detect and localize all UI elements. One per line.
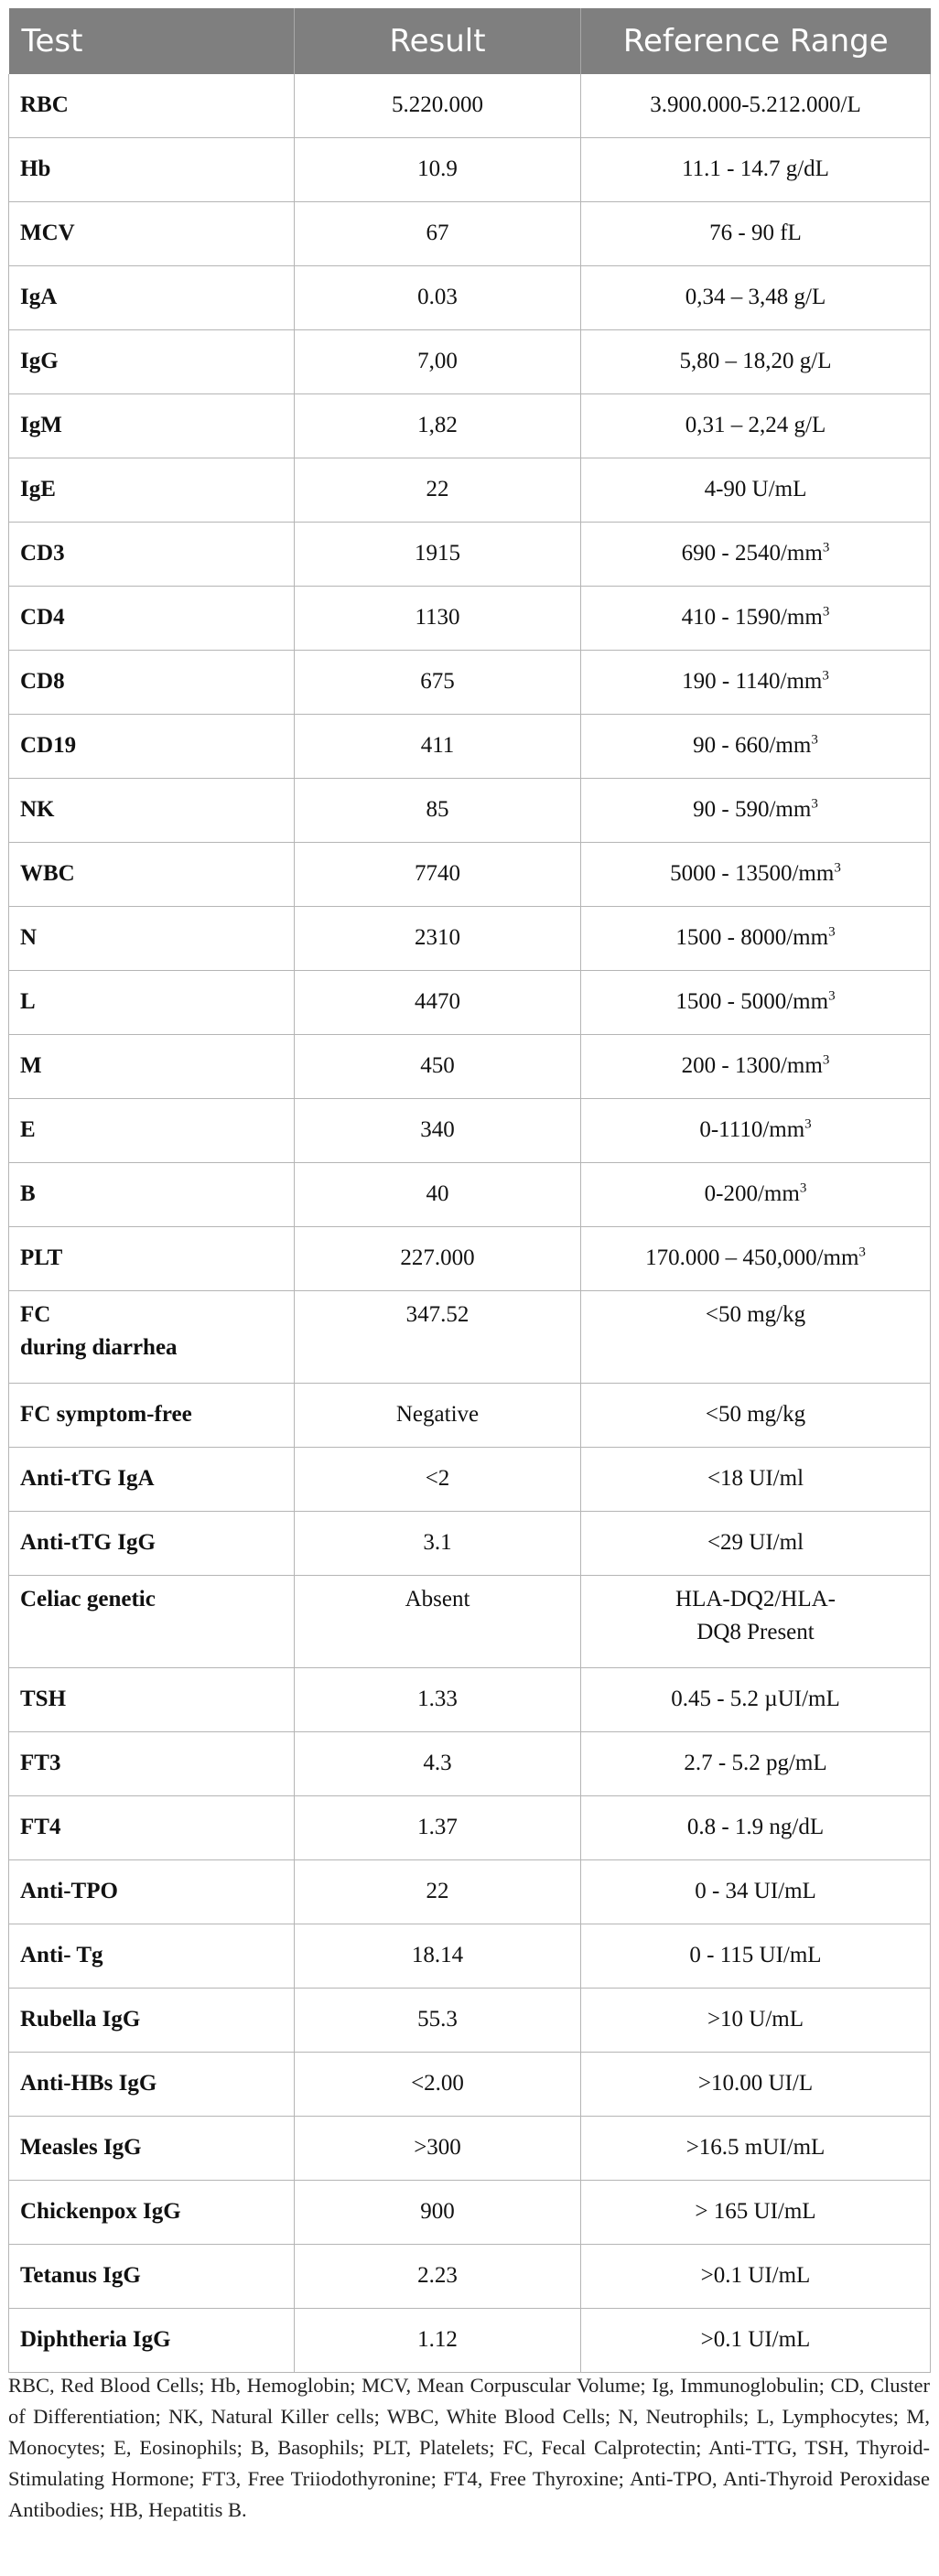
table-row [9,138,931,202]
table-row [9,1291,931,1384]
unit-superscript: 3 [828,989,836,1005]
test-name-cell [9,1668,295,1732]
result-value: 1,82 [295,394,581,458]
reference-range-cell [581,458,931,523]
reference-range: 0 - 34 UI/mL [695,1879,816,1904]
result-value: 7740 [295,843,581,907]
result-value: 1.33 [295,1668,581,1732]
test-name: Anti- Tg [20,1943,103,1968]
reference-range-cell [581,715,931,779]
reference-range-cell [581,651,931,715]
unit-superscript: 3 [822,605,830,620]
reference-range-cell [581,2309,931,2373]
reference-range: 76 - 90 fL [709,221,802,246]
test-name-cell [9,1732,295,1796]
test-name: E [20,1117,36,1143]
reference-range-cell [581,1099,931,1163]
test-name: CD3 [20,541,65,566]
lab-results-table [8,8,931,2373]
reference-range-cell [581,2117,931,2181]
test-name: N [20,925,38,951]
result-value: 450 [295,1035,581,1099]
table-row [9,907,931,971]
result-value: 1130 [295,587,581,651]
test-name-cell [9,1576,295,1668]
test-name: Rubella IgG [20,2007,141,2032]
result-value: 10.9 [295,138,581,202]
test-name-cell [9,1860,295,1924]
test-name: Chickenpox IgG [20,2199,181,2225]
table-row [9,651,931,715]
result-value: 340 [295,1099,581,1163]
test-name: Diphtheria IgG [20,2327,171,2353]
test-name-cell [9,1384,295,1448]
result-value: 2310 [295,907,581,971]
table-row [9,1448,931,1512]
test-name-cell [9,74,295,138]
test-name-cell [9,458,295,523]
test-name-cell [9,266,295,330]
unit-superscript: 3 [822,1053,830,1069]
header-row [9,8,931,74]
result-value: <2 [295,1448,581,1512]
test-name-cell [9,523,295,587]
reference-range: 1500 - 5000/mm [675,989,829,1015]
test-name-cell [9,1512,295,1576]
table-row [9,458,931,523]
unit-superscript: 3 [811,797,818,813]
reference-range: 0-200/mm [704,1181,800,1207]
lab-results-table-container [8,8,930,2373]
reference-range: 0-1110/mm [699,1117,805,1143]
result-value: 3.1 [295,1512,581,1576]
table-row [9,2245,931,2309]
test-name-cell [9,1227,295,1291]
result-value: 1.12 [295,2309,581,2373]
test-name-line2: during diarrhea [20,1335,178,1361]
result-value: 900 [295,2181,581,2245]
result-value: 22 [295,458,581,523]
test-name: FT4 [20,1815,61,1840]
test-name: FC symptom-free [20,1402,192,1428]
reference-range-cell [581,1163,931,1227]
reference-range-cell [581,1668,931,1732]
reference-range-cell [581,1924,931,1989]
test-name-cell [9,2181,295,2245]
table-row [9,1668,931,1732]
test-name: PLT [20,1245,63,1271]
test-name-cell [9,1291,295,1384]
table-row [9,330,931,394]
result-value: 18.14 [295,1924,581,1989]
result-value: 7,00 [295,330,581,394]
test-name-cell [9,394,295,458]
result-value: 675 [295,651,581,715]
reference-range: 0.45 - 5.2 µUI/mL [671,1687,840,1712]
test-name-cell [9,2245,295,2309]
test-name-cell [9,779,295,843]
result-value: 4470 [295,971,581,1035]
reference-range: <50 mg/kg [705,1302,806,1327]
result-value: 0.03 [295,266,581,330]
reference-range: <29 UI/ml [707,1530,804,1556]
test-name-cell [9,843,295,907]
reference-range-cell [581,138,931,202]
header-test: Test [9,8,295,74]
test-name-cell [9,651,295,715]
result-value: 40 [295,1163,581,1227]
reference-range-cell [581,1512,931,1576]
result-value: 5.220.000 [295,74,581,138]
table-header [9,8,931,74]
test-name-cell [9,1448,295,1512]
reference-range: 0,31 – 2,24 g/L [685,413,826,438]
table-row [9,1035,931,1099]
table-row [9,1796,931,1860]
test-name: Hb [20,156,51,182]
reference-range-cell [581,1989,931,2053]
header-result: Result [295,8,581,74]
table-row [9,74,931,138]
test-name: NK [20,797,55,823]
unit-superscript: 3 [811,733,818,749]
reference-range: <50 mg/kg [705,1402,806,1428]
test-name: IgE [20,477,56,502]
test-name: FT3 [20,1751,61,1776]
result-value: 55.3 [295,1989,581,2053]
table-row [9,971,931,1035]
test-name-cell [9,971,295,1035]
reference-range: >0.1 UI/mL [700,2263,811,2289]
reference-range: 5000 - 13500/mm [670,861,835,887]
reference-range-cell [581,587,931,651]
table-row [9,266,931,330]
reference-range: HLA-DQ2/HLA- [675,1587,836,1611]
reference-range: 5,80 – 18,20 g/L [679,349,832,374]
reference-range: 0,34 – 3,48 g/L [685,285,826,310]
reference-range-cell [581,1227,931,1291]
test-name: Celiac genetic [20,1587,156,1611]
reference-range: 200 - 1300/mm [681,1053,823,1079]
table-row [9,1924,931,1989]
result-value: Negative [295,1384,581,1448]
reference-range-cell [581,971,931,1035]
reference-range-cell [581,843,931,907]
reference-range-cell [581,1384,931,1448]
reference-range-cell [581,202,931,266]
test-name: Measles IgG [20,2135,142,2161]
table-row [9,715,931,779]
test-name: Tetanus IgG [20,2263,141,2289]
reference-range: 1500 - 8000/mm [675,925,829,951]
table-row [9,2117,931,2181]
test-name: IgM [20,413,62,438]
test-name-cell [9,1099,295,1163]
test-name-cell [9,330,295,394]
test-name: CD19 [20,733,77,759]
reference-range-cell [581,1860,931,1924]
reference-range: 0 - 115 UI/mL [689,1943,822,1968]
result-value: 67 [295,202,581,266]
table-row [9,1384,931,1448]
reference-range: 190 - 1140/mm [682,669,823,695]
test-name-cell [9,1163,295,1227]
table-row [9,1576,931,1668]
reference-range-cell [581,2053,931,2117]
table-row [9,587,931,651]
result-value: >300 [295,2117,581,2181]
result-value: Absent [295,1576,581,1668]
test-name-cell [9,587,295,651]
test-name: MCV [20,221,75,246]
reference-range-cell [581,2181,931,2245]
reference-range-cell [581,1448,931,1512]
reference-range: <18 UI/ml [707,1466,804,1492]
test-name-cell [9,1989,295,2053]
table-row [9,2309,931,2373]
reference-range-cell [581,1732,931,1796]
result-value: 4.3 [295,1732,581,1796]
test-name-cell [9,1924,295,1989]
reference-range: 170.000 – 450,000/mm [645,1245,859,1271]
table-row [9,2181,931,2245]
reference-range-cell [581,330,931,394]
reference-range: 90 - 590/mm [693,797,812,823]
test-name-cell [9,2053,295,2117]
table-row [9,2053,931,2117]
test-name: TSH [20,1687,67,1712]
reference-range: 0.8 - 1.9 ng/dL [686,1815,825,1840]
test-name: CD8 [20,669,65,695]
reference-range-cell [581,907,931,971]
test-name: Anti-tTG IgA [20,1466,155,1492]
header-reference-range: Reference Range [581,8,931,74]
table-row [9,1732,931,1796]
result-value: 1.37 [295,1796,581,1860]
reference-range: >10 U/mL [707,2007,804,2032]
reference-range-cell [581,1291,931,1384]
reference-range-cell [581,2245,931,2309]
reference-range-line2: DQ8 Present [696,1620,815,1645]
test-name-cell [9,1035,295,1099]
table-row [9,1512,931,1576]
unit-superscript: 3 [822,669,829,684]
test-name-cell [9,2309,295,2373]
table-row [9,1860,931,1924]
test-name: WBC [20,861,75,887]
result-value: 22 [295,1860,581,1924]
table-row [9,1099,931,1163]
test-name-cell [9,907,295,971]
reference-range: > 165 UI/mL [695,2199,816,2225]
reference-range: 3.900.000-5.212.000/L [650,92,861,118]
reference-range: 90 - 660/mm [693,733,812,759]
table-row [9,202,931,266]
test-name: CD4 [20,605,65,631]
reference-range-cell [581,74,931,138]
reference-range-cell [581,1035,931,1099]
unit-superscript: 3 [822,541,830,556]
reference-range: 4-90 U/mL [704,477,807,502]
result-value: <2.00 [295,2053,581,2117]
reference-range: >10.00 UI/L [697,2071,814,2096]
reference-range: 690 - 2540/mm [681,541,823,566]
test-name: B [20,1181,36,1207]
reference-range-cell [581,1576,931,1668]
unit-superscript: 3 [828,925,836,941]
result-value: 227.000 [295,1227,581,1291]
reference-range-cell [581,266,931,330]
test-name-cell [9,715,295,779]
table-row [9,843,931,907]
table-row [9,1163,931,1227]
reference-range: >16.5 mUI/mL [685,2135,826,2161]
reference-range: >0.1 UI/mL [700,2327,811,2353]
table-row [9,394,931,458]
test-name: RBC [20,92,69,118]
test-name-cell [9,2117,295,2181]
unit-superscript: 3 [804,1117,812,1133]
test-name: IgG [20,349,59,374]
reference-range: 2.7 - 5.2 pg/mL [684,1751,827,1776]
test-name: Anti-HBs IgG [20,2071,157,2096]
result-value: 347.52 [295,1291,581,1384]
unit-superscript: 3 [799,1181,807,1197]
test-name: FC [20,1302,51,1327]
reference-range-cell [581,523,931,587]
table-row [9,1227,931,1291]
table-row [9,1989,931,2053]
test-name-cell [9,202,295,266]
reference-range-cell [581,394,931,458]
test-name: Anti-tTG IgG [20,1530,156,1556]
test-name: Anti-TPO [20,1879,118,1904]
result-value: 2.23 [295,2245,581,2309]
reference-range-cell [581,779,931,843]
test-name: L [20,989,36,1015]
result-value: 1915 [295,523,581,587]
result-value: 411 [295,715,581,779]
reference-range-cell [581,1796,931,1860]
reference-range: 11.1 - 14.7 g/dL [682,156,829,182]
table-row [9,523,931,587]
unit-superscript: 3 [858,1245,866,1261]
unit-superscript: 3 [834,861,841,877]
table-footnote: RBC, Red Blood Cells; Hb, Hemoglobin; MCV, Mean Corpuscular Volume; Ig, Immunoglobulin; CD, Cluster of Differentiation; NK, Natural Killer cells; WBC, White Blood Cells; N, Neutrophils; L, Lymphocytes; M, Monocytes; E, Eosinophils; B, Basophils; PLT, Platelets; FC, Fecal Calprotectin; Anti-TTG, TSH, Thyroid-Stimulating Hormone; FT3, Free Triiodothyronine; FT4, Free Thyroxine; Anti-TPO, Anti-Thyroid Peroxidase Antibodies; HB, Hepatitis B. [8,2374,930,2521]
test-name-cell [9,1796,295,1860]
table-row [9,779,931,843]
result-value: 85 [295,779,581,843]
reference-range: 410 - 1590/mm [681,605,823,631]
test-name: IgA [20,285,58,310]
test-name-cell [9,138,295,202]
table-body [9,74,931,2373]
test-name: M [20,1053,42,1079]
